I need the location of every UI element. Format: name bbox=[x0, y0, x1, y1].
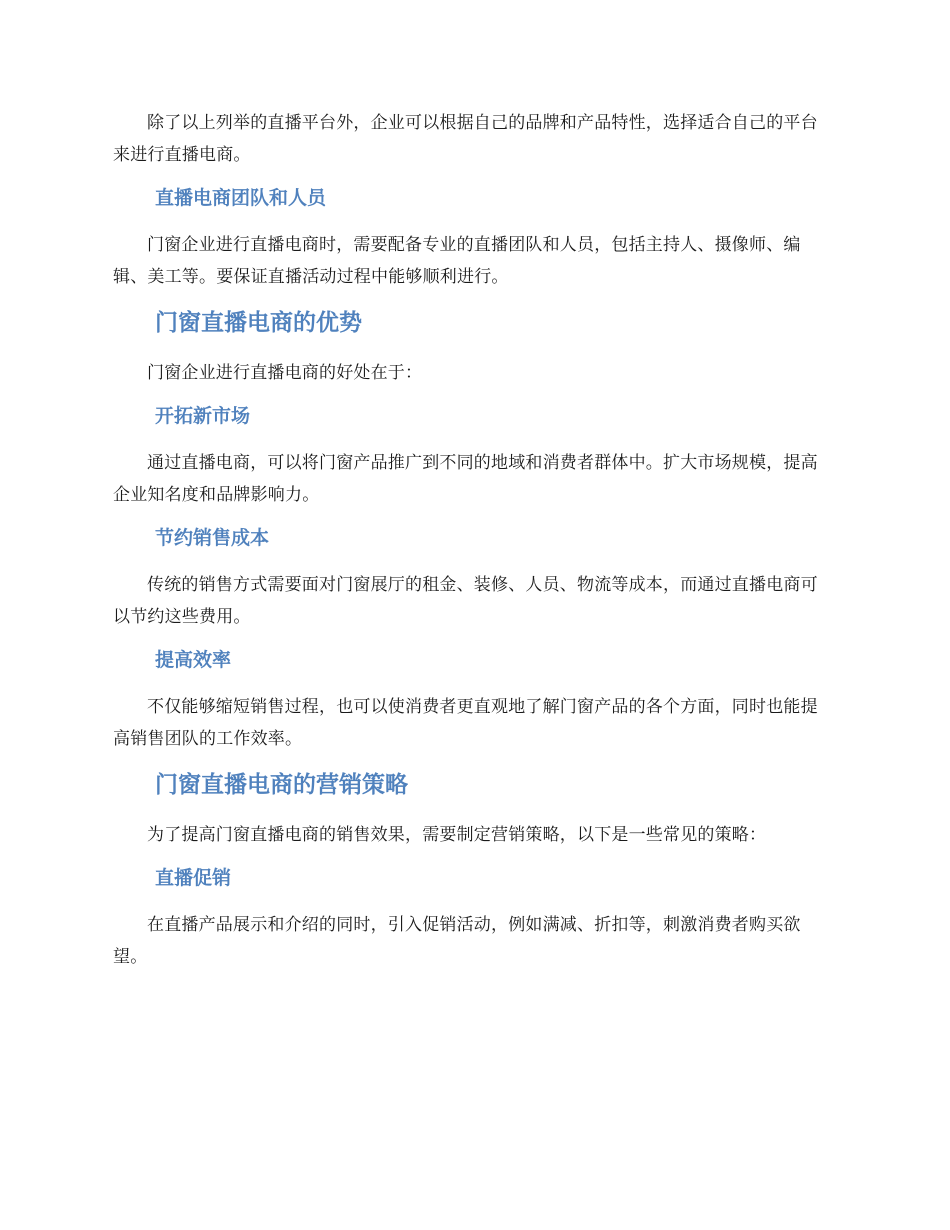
paragraph-advantages-intro: 门窗企业进行直播电商的好处在于： bbox=[147, 363, 423, 383]
paragraph-efficiency: 不仅能够缩短销售过程，也可以使消费者更直观地了解门窗产品的各个方面，同时也能提高销售团队的工作效率。 bbox=[113, 697, 818, 749]
heading-live-promotion: 直播促销 bbox=[155, 867, 232, 889]
heading-advantages: 门窗直播电商的优势 bbox=[155, 310, 362, 336]
paragraph-live-promotion: 在直播产品展示和介绍的同时，引入促销活动，例如满减、折扣等，刺激消费者购买欲望。 bbox=[113, 915, 801, 967]
heading-save-costs: 节约销售成本 bbox=[155, 527, 270, 549]
heading-team-and-staff: 直播电商团队和人员 bbox=[155, 187, 327, 209]
heading-new-markets: 开拓新市场 bbox=[155, 405, 251, 427]
paragraph-platform-choice: 除了以上列举的直播平台外，企业可以根据自己的品牌和产品特性，选择适合自己的平台来进行直播电商。 bbox=[113, 113, 818, 165]
paragraph-team-and-staff: 门窗企业进行直播电商时，需要配备专业的直播团队和人员，包括主持人、摄像师、编辑、美工等。要保证直播活动过程中能够顺利进行。 bbox=[113, 235, 801, 287]
heading-efficiency: 提高效率 bbox=[155, 649, 232, 671]
paragraph-new-markets: 通过直播电商，可以将门窗产品推广到不同的地域和消费者群体中。扩大市场规模，提高企业知名度和品牌影响力。 bbox=[113, 453, 818, 505]
heading-marketing-strategy: 门窗直播电商的营销策略 bbox=[155, 772, 408, 798]
document-body bbox=[113, 107, 827, 986]
paragraph-marketing-intro: 为了提高门窗直播电商的销售效果，需要制定营销策略，以下是一些常见的策略： bbox=[147, 825, 767, 845]
paragraph-save-costs: 传统的销售方式需要面对门窗展厅的租金、装修、人员、物流等成本，而通过直播电商可以节约这些费用。 bbox=[113, 575, 818, 627]
